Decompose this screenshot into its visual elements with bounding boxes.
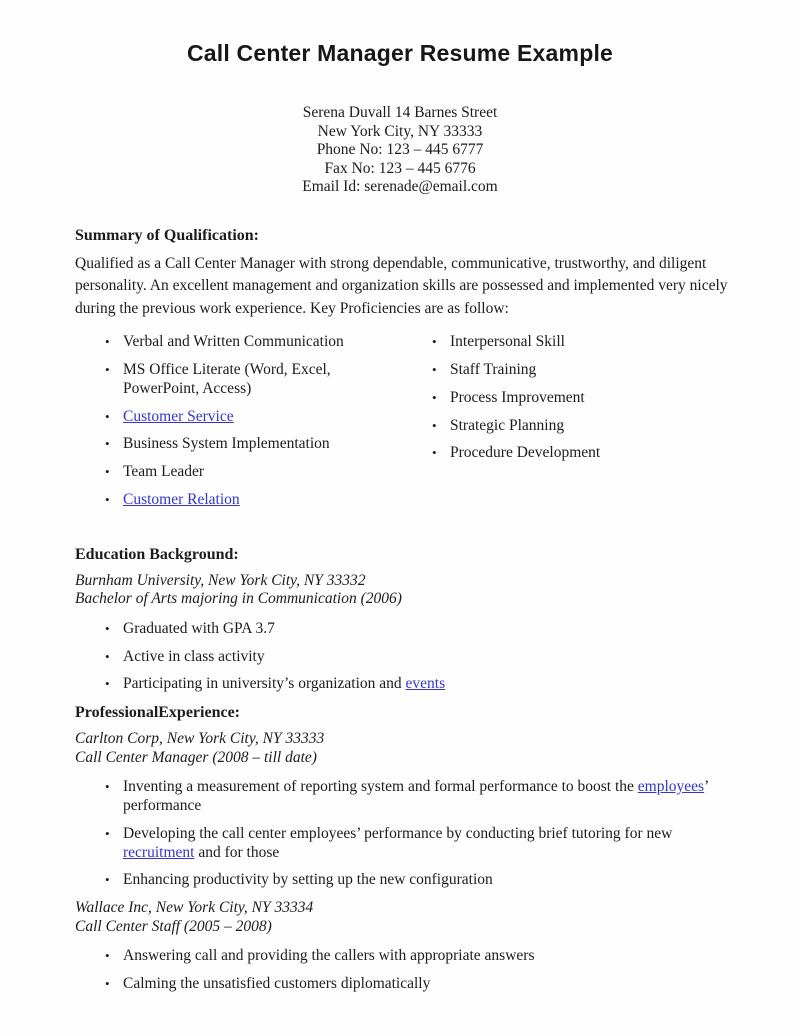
page-title: Call Center Manager Resume Example: [186, 40, 614, 66]
job1-header-block: [75, 730, 730, 767]
list-item: [105, 778, 723, 816]
skills-list-left: [105, 333, 377, 519]
contact-line-city: New York City, NY 33333: [317, 122, 483, 140]
recruitment-link[interactable]: recruitment: [123, 843, 195, 861]
education-degree: Bachelor of Arts majoring in Communication (2006): [75, 590, 402, 608]
list-item: [105, 648, 705, 667]
list-item: [432, 333, 712, 352]
skills-columns: [75, 333, 730, 519]
list-item: [105, 825, 723, 863]
bullet-icon: •: [105, 361, 110, 377]
education-bullet-organization: [123, 675, 705, 694]
skill-verbal-written-communication: Verbal and Written Communication: [123, 333, 344, 351]
bullet-icon: •: [105, 408, 110, 424]
job1-bullet-productivity: Enhancing productivity by setting up the new configuration: [123, 871, 493, 889]
bullet-icon: •: [432, 361, 437, 377]
skill-interpersonal-skill: Interpersonal Skill: [450, 333, 565, 351]
education-bullet-class-activity: Active in class activity: [123, 647, 265, 665]
bullet-icon: •: [105, 872, 110, 888]
customer-relation-link[interactable]: Customer Relation: [123, 490, 240, 508]
job1-bullet-list: [105, 778, 723, 890]
skill-procedure-development: Procedure Development: [450, 444, 601, 462]
contact-block: [0, 104, 800, 197]
contact-line-email: Email Id: serenade@email.com: [302, 178, 498, 196]
skill-process-improvement: Process Improvement: [450, 388, 585, 406]
job1-bullet2-text-post: and for those: [194, 843, 280, 861]
skill-ms-office-literate: MS Office Literate (Word, Excel, PowerPoint, Access): [123, 360, 331, 397]
bullet-icon: •: [432, 445, 437, 461]
contact-line-phone: Phone No: 123 – 445 6777: [316, 141, 484, 159]
education-bullet-gpa: Graduated with GPA 3.7: [123, 619, 275, 637]
bullet-icon: •: [432, 389, 437, 405]
bullet-icon: •: [432, 417, 437, 433]
bullet-icon: •: [105, 779, 110, 795]
bullet-icon: •: [105, 334, 110, 350]
list-item: [432, 417, 712, 436]
education-bullet-list: [105, 620, 705, 694]
education-heading: Education Background:: [75, 545, 239, 563]
education-bullet-organization-text: Participating in university’s organization and: [123, 675, 406, 693]
job2-bullet-list: [105, 947, 723, 994]
contact-line-name-street: Serena Duvall 14 Barnes Street: [302, 104, 498, 121]
job1-title: Call Center Manager (2008 – till date): [75, 748, 317, 766]
job1-bullet1-text-post: ’ performance: [123, 778, 709, 814]
bullet-icon: •: [105, 825, 110, 841]
skill-staff-training: Staff Training: [450, 360, 537, 378]
list-item: [105, 620, 705, 639]
skill-strategic-planning: Strategic Planning: [450, 416, 565, 434]
education-school-block: [75, 572, 730, 609]
job1-bullet1-text-pre: Inventing a measurement of reporting system and formal performance to boost the: [123, 778, 638, 796]
bullet-icon: •: [105, 948, 110, 964]
bullet-icon: •: [105, 975, 110, 991]
contact-line-fax: Fax No: 123 – 445 6776: [324, 159, 476, 177]
bullet-icon: •: [105, 676, 110, 692]
summary-heading: Summary of Qualification:: [75, 226, 259, 244]
list-item: [105, 408, 377, 427]
list-item: [105, 491, 377, 510]
list-item: [432, 444, 712, 463]
education-institution: Burnham University, New York City, NY 33332: [75, 571, 366, 589]
job1-bullet-tutoring: [123, 825, 723, 863]
bullet-icon: •: [105, 464, 110, 480]
job2-bullet-answering-calls: Answering call and providing the callers with appropriate answers: [123, 947, 535, 965]
skills-list-right: [432, 333, 712, 519]
list-item: [105, 333, 377, 352]
job2-company: Wallace Inc, New York City, NY 33334: [75, 899, 314, 917]
skill-business-system-implementation: Business System Implementation: [123, 435, 330, 453]
bullet-icon: •: [105, 620, 110, 636]
job1-company: Carlton Corp, New York City, NY 33333: [75, 730, 325, 748]
skill-team-leader: Team Leader: [123, 463, 205, 481]
job1-bullet-reporting-system: [123, 778, 723, 816]
bullet-icon: •: [105, 436, 110, 452]
job1-bullet2-text-pre: Developing the call center employees’ performance by conducting brief tutoring for new: [123, 824, 673, 842]
list-item: [105, 463, 377, 482]
job2-bullet-calming-customers: Calming the unsatisfied customers diplomatically: [123, 974, 431, 992]
job2-header-block: [75, 899, 730, 936]
customer-service-link[interactable]: Customer Service: [123, 407, 234, 425]
list-item: [105, 871, 723, 890]
list-item: [105, 435, 377, 454]
employees-link[interactable]: employees: [637, 778, 705, 796]
bullet-icon: •: [432, 334, 437, 350]
events-link[interactable]: events: [405, 675, 446, 693]
list-item: [105, 675, 705, 694]
bullet-icon: •: [105, 648, 110, 664]
list-item: [432, 361, 712, 380]
list-item: [105, 975, 723, 994]
summary-paragraph: Qualified as a Call Center Manager with strong dependable, communicative, trustworthy, and diligent personality. An excellent management and organization skills are possessed and implemented very nicely during the previous work experience. Key Proficiencies are as follow:: [75, 254, 728, 317]
job2-title: Call Center Staff (2005 – 2008): [75, 917, 272, 935]
list-item: [105, 361, 377, 399]
experience-heading: ProfessionalExperience:: [75, 704, 241, 722]
list-item: [432, 389, 712, 408]
document-body: [0, 226, 800, 994]
bullet-icon: •: [105, 491, 110, 507]
list-item: [105, 947, 723, 966]
